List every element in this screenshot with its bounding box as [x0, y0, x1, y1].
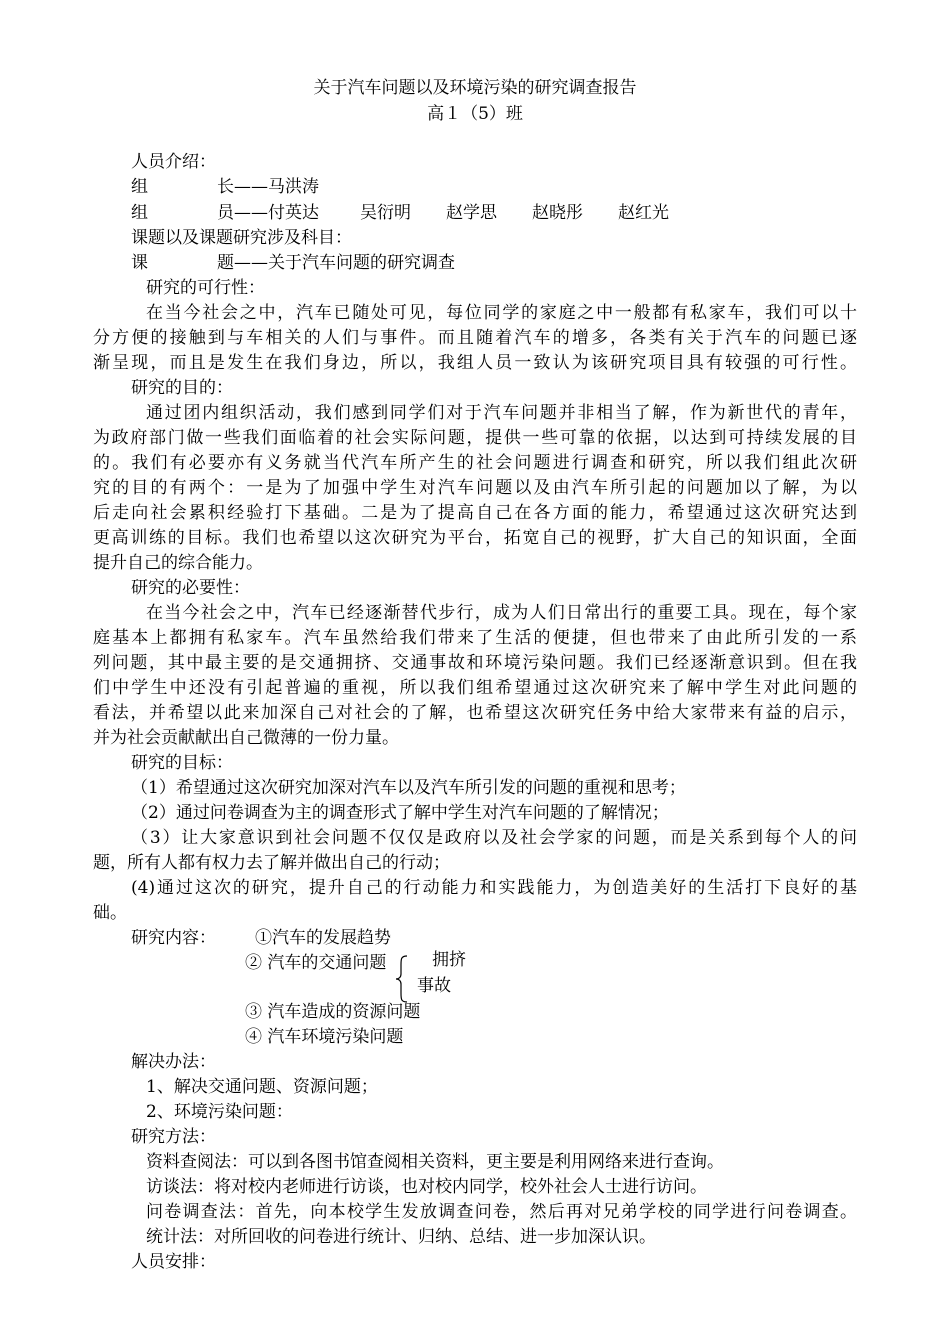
- topic-prefix: 课: [131, 253, 148, 273]
- necessity-line: 并为社会贡献献出自己微薄的一份力量。: [93, 728, 399, 748]
- necessity-line: 在当今社会之中，汽车已经逐渐替代步行，成为人们日常出行的重要工具。现在，每个家: [146, 603, 857, 623]
- solutions-heading: 解决办法：: [131, 1052, 216, 1072]
- class-name: 高１（5）班: [427, 104, 523, 124]
- content-item: ③ 汽车造成的资源问题: [245, 1002, 421, 1022]
- necessity-line: 们中学生中还没有引起普遍的重视，所以我们组希望通过这次研究来了解中学生对此问题的: [93, 678, 857, 698]
- purpose-line: 后走向社会累积经验打下基础。二是为了提高自己在各方面的能力，希望通过这次研究达到: [93, 503, 857, 523]
- method-item: 访谈法：将对校内老师进行访谈，也对校内同学，校外社会人士进行访问。: [146, 1177, 707, 1197]
- feasibility-line: 渐呈现，而且是发生在我们身边，所以，我组人员一致认为该研究项目具有较强的可行性。: [93, 353, 857, 373]
- method-item: 统计法：对所回收的问卷进行统计、归纳、总结、进一步加深认识。: [146, 1227, 656, 1247]
- feasibility-line: 分方便的接触到与车相关的人们与事件。而且随着汽车的增多，各类有关于汽车的问题已逐: [93, 328, 857, 348]
- purpose-line: 提升自己的综合能力。: [93, 553, 263, 573]
- goal-item: （2）通过问卷调查为主的调查形式了解中学生对汽车问题的了解情况；: [131, 803, 669, 823]
- purpose-line: 为政府部门做一些我们面临着的社会实际问题，提供一些可靠的依据，以达到可持续发展的目: [93, 428, 857, 448]
- staffing-heading: 人员安排：: [131, 1252, 216, 1272]
- content-heading: 研究内容：: [131, 928, 216, 948]
- member-name: 吴衍明: [360, 203, 411, 223]
- goal-item: 础。: [93, 903, 127, 923]
- leader-value: 长——马洪涛: [217, 177, 319, 197]
- method-item: 问卷调查法：首先，向本校学生发放调查问卷，然后再对兄弟学校的同学进行问卷调查。: [146, 1202, 857, 1222]
- necessity-line: 看法，并希望以此来加深自己对社会的了解，也希望这次研究任务中给大家带来有益的启示，: [93, 703, 857, 723]
- leader-prefix: 组: [131, 177, 148, 197]
- goals-heading: 研究的目标：: [131, 753, 233, 773]
- purpose-line: 究的目的有两个：一是为了加强中学生对汽车问题以及由汽车所引起的问题加以了解，为以: [93, 478, 857, 498]
- topic-heading: 课题以及课题研究涉及科目：: [131, 228, 352, 248]
- solution-item: 1、解决交通问题、资源问题；: [146, 1077, 378, 1097]
- goal-item: (4)通过这次的研究，提升自己的行动能力和实践能力，为创造美好的生活打下良好的基: [131, 878, 857, 898]
- goal-item: （3）让大家意识到社会问题不仅仅是政府以及社会学家的问题，而是关系到每个人的问: [131, 828, 857, 848]
- member-name: 赵学思: [446, 203, 497, 223]
- solution-item: 2、环境污染问题：: [146, 1102, 293, 1122]
- document-title: 关于汽车问题以及环境污染的研究调查报告: [313, 78, 637, 98]
- content-item: ② 汽车的交通问题: [245, 953, 387, 973]
- feasibility-heading: 研究的可行性：: [146, 278, 265, 298]
- purpose-line: 的。我们有必要亦有义务就当代汽车所产生的社会问题进行调查和研究，所以我们组此次研: [93, 453, 857, 473]
- necessity-heading: 研究的必要性：: [131, 578, 250, 598]
- purpose-line: 通过团内组织活动，我们感到同学们对于汽车问题并非相当了解，作为新世代的青年，: [146, 403, 857, 423]
- member-name: 赵红光: [618, 203, 669, 223]
- topic-value: 题——关于汽车问题的研究调查: [217, 253, 455, 273]
- goal-item: 题，所有人都有权力去了解并做出自己的行动；: [93, 853, 450, 873]
- content-item: ④ 汽车环境污染问题: [245, 1027, 404, 1047]
- methods-heading: 研究方法：: [131, 1127, 216, 1147]
- content-sub-item: 事故: [417, 976, 451, 996]
- feasibility-line: 在当今社会之中，汽车已随处可见，每位同学的家庭之中一般都有私家车，我们可以十: [146, 303, 857, 323]
- member-value: 员——付英达: [217, 203, 319, 223]
- purpose-line: 更高训练的目标。我们也希望以这次研究为平台，拓宽自己的视野，扩大自己的知识面，全面: [93, 528, 857, 548]
- necessity-line: 列问题，其中最主要的是交通拥挤、交通事故和环境污染问题。我们已经逐渐意识到。但在我: [93, 653, 857, 673]
- content-sub-item: 拥挤: [432, 950, 466, 970]
- content-item: ①汽车的发展趋势: [255, 928, 391, 948]
- member-name: 赵晓彤: [532, 203, 583, 223]
- members-heading: 人员介绍：: [131, 152, 216, 172]
- member-prefix: 组: [131, 203, 148, 223]
- purpose-heading: 研究的目的：: [131, 378, 233, 398]
- method-item: 资料查阅法：可以到各图书馆查阅相关资料，更主要是利用网络来进行查询。: [146, 1152, 724, 1172]
- curly-brace-icon: [395, 955, 409, 1003]
- necessity-line: 庭基本上都拥有私家车。汽车虽然给我们带来了生活的便捷，但也带来了由此所引发的一系: [93, 628, 857, 648]
- goal-item: （1）希望通过这次研究加深对汽车以及汽车所引发的问题的重视和思考；: [131, 778, 686, 798]
